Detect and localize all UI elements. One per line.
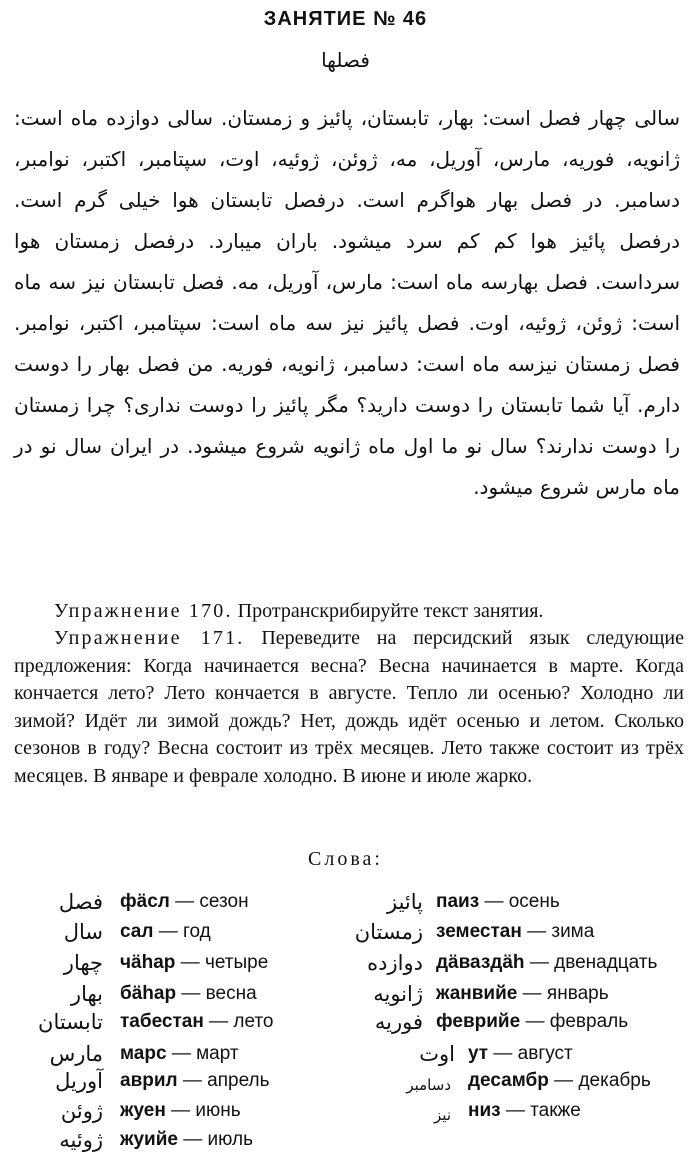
vocab-transcription: низ <box>468 1100 501 1121</box>
vocab-meaning: апрель <box>207 1070 270 1091</box>
vocab-meaning: январь <box>546 983 609 1004</box>
vocab-dash: — <box>554 1070 574 1091</box>
vocab-dash: — <box>175 891 195 912</box>
vocab-entry <box>436 951 657 975</box>
vocab-dash: — <box>158 921 178 942</box>
vocab-transcription: паиз <box>436 891 480 912</box>
lesson-title: ЗАНЯТИЕ № 46 <box>263 8 428 30</box>
vocab-dash: — <box>171 1043 191 1064</box>
vocab-transcription: фäсл <box>120 891 170 912</box>
vocab-transcription: сал <box>120 921 154 942</box>
vocab-meaning: март <box>196 1043 239 1064</box>
vocab-entry <box>468 1069 651 1093</box>
vocab-entry <box>120 1010 273 1034</box>
persian-section-title: فصلها <box>321 48 370 72</box>
vocab-entry <box>468 1042 573 1066</box>
vocab-dash: — <box>505 1100 525 1121</box>
vocab-persian-word: ژوئن <box>60 1099 103 1123</box>
vocab-transcription: десамбр <box>468 1070 549 1091</box>
vocab-dash: — <box>209 1011 229 1032</box>
vocab-persian-word: زمستان <box>354 920 423 944</box>
vocab-dash: — <box>171 1100 191 1121</box>
vocab-persian-word: فوریه <box>374 1010 423 1034</box>
vocab-entry <box>436 982 609 1006</box>
vocab-meaning: август <box>517 1043 573 1064</box>
vocab-dash: — <box>183 1129 203 1150</box>
vocab-row <box>0 918 691 948</box>
vocab-persian-word: سال <box>63 920 103 944</box>
persian-reading-text <box>14 98 680 508</box>
vocab-persian-word: بهار <box>70 982 103 1006</box>
vocab-dash: — <box>527 921 547 942</box>
vocab-meaning: июнь <box>195 1100 241 1121</box>
exercise-170-heading: Упражнение 170. <box>54 600 233 622</box>
vocab-row <box>0 949 691 979</box>
vocab-meaning: июль <box>207 1129 253 1150</box>
vocab-row <box>0 1067 691 1097</box>
vocab-persian-word: دسامبر <box>406 1076 451 1094</box>
vocab-dash: — <box>484 891 504 912</box>
vocab-dash: — <box>180 952 200 973</box>
vocab-dash: — <box>493 1043 513 1064</box>
vocab-dash: — <box>525 1011 545 1032</box>
vocab-dash: — <box>522 983 542 1004</box>
persian-paragraph: سالی چهار فصل است: بهار، تابستان، پائیز و زمستان. سالی دوازده ماه است: ژانویه، فوریه، مارس، آوریل، مه، ژوئن، ژوئیه، اوت، سپتامبر، اکتبر، نوامبر، دسامبر. در فصل بهار هواگرم است. درفصل تابستان هوا خیلی گرم است. درفصل پائیز هوا کم کم سرد میشود. باران میبارد. درفصل زمستان هوا سرداست. فصل بهارسه ماه است: مارس، آوریل، مه. فصل تابستان نیز سه ماه است: ژوئن، ژوئیه، اوت. فصل پائیز نیز سه ماه است: سپتامبر، اکتبر، نوامبر. فصل زمستان نیزسه ماه است: دسامبر، ژانویه، فوریه. من فصل بهار را دوست دارم. آیا شما تابستان را دوست دارید؟ مگر پائیز را دوست نداری؟ چرا زمستان را دوست ندارند؟ سال نو ما اول ماه ژانویه شروع میشود. در ایران سال نو در ماه مارس شروع میشود. <box>14 106 680 499</box>
vocab-row <box>0 1008 691 1038</box>
vocab-persian-word: تابستان <box>38 1010 103 1034</box>
vocab-entry <box>436 920 594 944</box>
vocab-transcription: аврил <box>120 1070 178 1091</box>
vocab-persian-word: نیز <box>434 1106 451 1124</box>
vocab-row <box>0 1040 691 1070</box>
vocabulary-title: Слова: <box>308 848 383 870</box>
vocab-entry <box>120 1128 253 1152</box>
vocab-meaning: сезон <box>199 891 249 912</box>
exercise-171-heading: Упражнение 171. <box>54 627 245 649</box>
vocab-dash: — <box>182 1070 202 1091</box>
vocab-row <box>0 1097 691 1127</box>
vocab-persian-word: اوت <box>419 1042 455 1066</box>
vocab-meaning: год <box>183 921 211 942</box>
vocab-transcription: жуийе <box>120 1129 178 1150</box>
vocab-meaning: весна <box>205 983 257 1004</box>
vocab-entry <box>468 1099 581 1123</box>
vocab-entry <box>120 982 257 1006</box>
vocab-transcription: чäһар <box>120 952 176 973</box>
vocab-meaning: лето <box>233 1011 274 1032</box>
vocab-entry <box>436 1010 628 1034</box>
vocab-meaning: февраль <box>549 1011 629 1032</box>
vocab-persian-word: آوریل <box>55 1069 103 1093</box>
vocab-persian-word: ژانویه <box>373 982 423 1006</box>
exercise-170 <box>14 598 684 626</box>
vocab-transcription: земестан <box>436 921 522 942</box>
exercise-171-text: Переведите на персидский язык следующие предложения: Когда начинается весна? Весна начинается в марте. Когда кончается лето? Лето кончается в августе. Тепло ли осенью? Холодно ли зимой? Идёт ли зимой дождь? Нет, дождь идёт осенью и летом. Сколько сезонов в году? Весна состоит из трёх месяцев. Лето также состоит из трёх месяцев. В январе и феврале холодно. В июне и июле жарко. <box>14 627 685 787</box>
vocab-persian-word: فصل <box>58 890 103 914</box>
exercise-170-text: Протранскрибируйте текст занятия. <box>237 600 544 622</box>
vocab-persian-word: چهار <box>63 951 103 975</box>
vocab-transcription: феврийе <box>436 1011 521 1032</box>
vocab-persian-word: مارس <box>49 1042 103 1066</box>
vocab-meaning: осень <box>508 891 560 912</box>
vocab-persian-word: دوازده <box>367 951 423 975</box>
vocab-row <box>0 1126 691 1156</box>
vocab-meaning: зима <box>551 921 595 942</box>
vocab-transcription: табестан <box>120 1011 204 1032</box>
vocab-transcription: жанвийе <box>436 983 518 1004</box>
vocab-entry <box>120 951 268 975</box>
vocab-transcription: жуен <box>120 1100 166 1121</box>
vocab-persian-word: ژوئیه <box>59 1128 103 1152</box>
vocab-entry <box>120 1042 239 1066</box>
vocab-transcription: дäваздäһ <box>436 952 525 973</box>
vocab-transcription: марс <box>120 1043 167 1064</box>
vocab-meaning: двенадцать <box>554 952 658 973</box>
vocab-transcription: ут <box>468 1043 489 1064</box>
vocab-dash: — <box>181 983 201 1004</box>
vocab-row <box>0 980 691 1010</box>
vocab-meaning: также <box>530 1100 581 1121</box>
vocab-meaning: четыре <box>204 952 269 973</box>
vocab-row <box>0 888 691 918</box>
vocab-entry <box>120 920 211 944</box>
vocab-entry <box>436 890 560 914</box>
vocab-entry <box>120 1069 270 1093</box>
vocab-transcription: бäһар <box>120 983 177 1004</box>
vocab-meaning: декабрь <box>578 1070 651 1091</box>
vocab-dash: — <box>529 952 549 973</box>
vocab-entry <box>120 1099 241 1123</box>
vocab-entry <box>120 890 249 914</box>
vocab-persian-word: پائیز <box>386 890 423 914</box>
exercise-171 <box>14 625 684 790</box>
